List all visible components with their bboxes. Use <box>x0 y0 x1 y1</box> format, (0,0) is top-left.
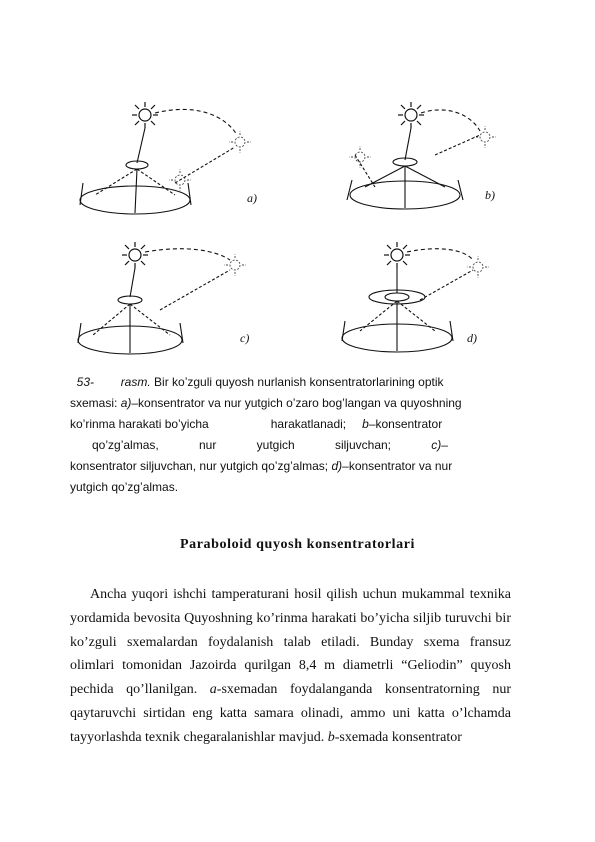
body-paragraph <box>70 583 511 750</box>
figure-svg <box>75 95 515 375</box>
caption-l5-rest: –konsentrator va nur <box>342 459 453 473</box>
paragraph-part-2: -sxemadan foydalanganda konsentratorning nur qaytaruvchi sirtidan eng katta samara olinadi, ammo uni katta o’lchamda tayyorlashda texnik chegaralanishlar mavjud. <box>70 682 511 745</box>
section-title: Paraboloid quyosh konsentratorlari <box>179 537 416 552</box>
caption-l5-text: konsentrator siljuvchan, nur yutgich qo’zg’almas; <box>70 459 329 473</box>
caption-l6-text: yutgich qo’zg’almas. <box>70 480 179 494</box>
paragraph-part-3: -sxemada konsentrator <box>334 729 462 745</box>
caption-line-1 <box>70 372 510 393</box>
caption-l4-w3: yutgich <box>256 438 295 452</box>
caption-l2-a: a) <box>120 396 132 410</box>
panel-b-diagram <box>347 102 496 209</box>
caption-l2-rest: –konsentrator va nur yutgich o’zaro bog’langan va quyoshning <box>131 396 462 410</box>
caption-l2-prefix: sxemasi: <box>70 396 118 410</box>
caption-l4-w4: siljuvchan; <box>334 438 391 452</box>
caption-l4-c: c) <box>431 438 442 452</box>
panel-label-b: b) <box>485 188 495 202</box>
figure-caption <box>70 372 510 498</box>
panel-label-a: a) <box>247 191 257 205</box>
caption-l4-w2: nur <box>199 438 217 452</box>
paragraph-b-italic: b <box>327 729 335 745</box>
concentrator-schemes-figure <box>75 95 515 375</box>
panel-label-d: d) <box>467 331 477 345</box>
caption-l3-b: b <box>362 417 369 431</box>
caption-l3-right: –konsentrator <box>368 417 443 431</box>
panel-a-diagram <box>80 102 251 214</box>
caption-l3-mid: harakatlanadi; <box>270 417 347 431</box>
figure-number: 53- <box>76 375 95 389</box>
caption-l4-dash: – <box>441 438 448 452</box>
caption-line-5 <box>70 456 510 477</box>
caption-line-3 <box>70 414 510 435</box>
caption-l4-w1: qo’zg’almas, <box>92 438 159 452</box>
caption-line-2 <box>70 393 510 414</box>
panel-label-c: c) <box>240 331 250 345</box>
caption-title: Bir ko’zguli quyosh nurlanish konsentratorlarining optik <box>154 375 444 389</box>
figure-rasm-label: rasm. <box>120 375 151 389</box>
caption-l3-left: ko’rinma harakati bo’yicha <box>70 417 209 431</box>
caption-l5-d: d) <box>331 459 343 473</box>
panel-c-diagram <box>78 242 246 354</box>
paragraph-a-italic: a <box>209 682 217 698</box>
paragraph-part-1: Ancha yuqori ishchi tamperaturani hosil qilish uchun mukammal texnika yordamida bevosita Quyoshning ko’rinma harakati bo’yicha siljib turuvchi bir ko’zguli sxemalardan foydalanish talab etiladi. Bunday sxema fransuz olimlari tomonidan Jazoirda qurilgan 8,4 m diametrli “Geliodin” quyosh pechida qo’llanilgan. <box>70 587 511 698</box>
caption-line-6 <box>70 477 510 498</box>
caption-line-4 <box>70 435 510 456</box>
